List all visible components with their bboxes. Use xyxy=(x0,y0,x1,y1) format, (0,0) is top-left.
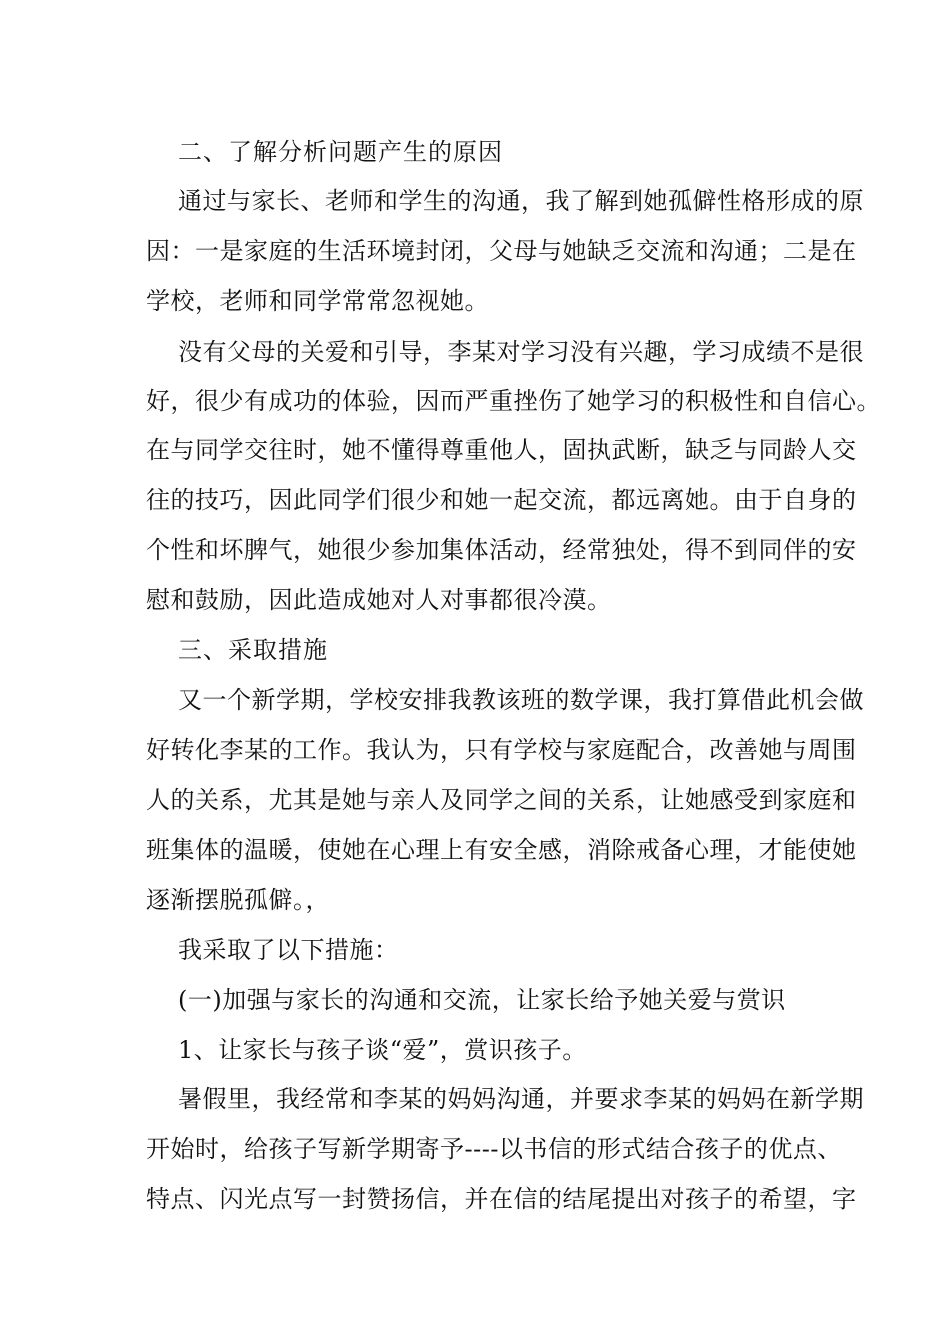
paragraph-line: 在与同学交往时，她不懂得尊重他人，固执武断，缺乏与同龄人交 xyxy=(146,436,857,464)
paragraph-line: 通过与家长、老师和学生的沟通，我了解到她孤僻性格形成的原 xyxy=(178,187,864,215)
paragraph-line: 开始时，给孩子写新学期寄予----以书信的形式结合孩子的优点、 xyxy=(146,1135,842,1163)
paragraph-line: 学校，老师和同学常常忽视她。 xyxy=(146,287,489,315)
paragraph-line: 好，很少有成功的体验，因而严重挫伤了她学习的积极性和自信心。 xyxy=(146,387,881,415)
paragraph-line: 往的技巧，因此同学们很少和她一起交流，都远离她。由于自身的 xyxy=(146,486,857,514)
paragraph-line: 我采取了以下措施： xyxy=(178,936,399,964)
paragraph-line: 逐渐摆脱孤僻。， xyxy=(146,886,330,914)
paragraph-line: 又一个新学期，学校安排我教该班的数学课，我打算借此机会做 xyxy=(178,686,864,714)
paragraph-line: 个性和坏脾气，她很少参加集体活动，经常独处，得不到同伴的安 xyxy=(146,536,857,564)
paragraph-line: 好转化李某的工作。我认为，只有学校与家庭配合，改善她与周围 xyxy=(146,736,857,764)
section-heading: 三、采取措施 xyxy=(178,636,328,664)
paragraph-line: 没有父母的关爱和引导，李某对学习没有兴趣，学习成绩不是很 xyxy=(178,338,864,366)
paragraph-line: 特点、闪光点写一封赞扬信，并在信的结尾提出对孩子的希望，字 xyxy=(146,1185,857,1213)
paragraph-line: 因：一是家庭的生活环境封闭，父母与她缺乏交流和沟通；二是在 xyxy=(146,237,857,265)
section-heading: 二、了解分析问题产生的原因 xyxy=(178,138,503,166)
sub-heading: (一)加强与家长的沟通和交流，让家长给予她关爱与赏识 xyxy=(178,986,786,1014)
paragraph-line: 慰和鼓励，因此造成她对人对事都很冷漠。 xyxy=(146,586,612,614)
paragraph-line: 暑假里，我经常和李某的妈妈沟通，并要求李某的妈妈在新学期 xyxy=(178,1085,864,1113)
list-item: 1、让家长与孩子谈“爱”，赏识孩子。 xyxy=(178,1036,587,1064)
paragraph-line: 班集体的温暖，使她在心理上有安全感，消除戒备心理，才能使她 xyxy=(146,836,857,864)
paragraph-line: 人的关系，尤其是她与亲人及同学之间的关系，让她感受到家庭和 xyxy=(146,786,857,814)
